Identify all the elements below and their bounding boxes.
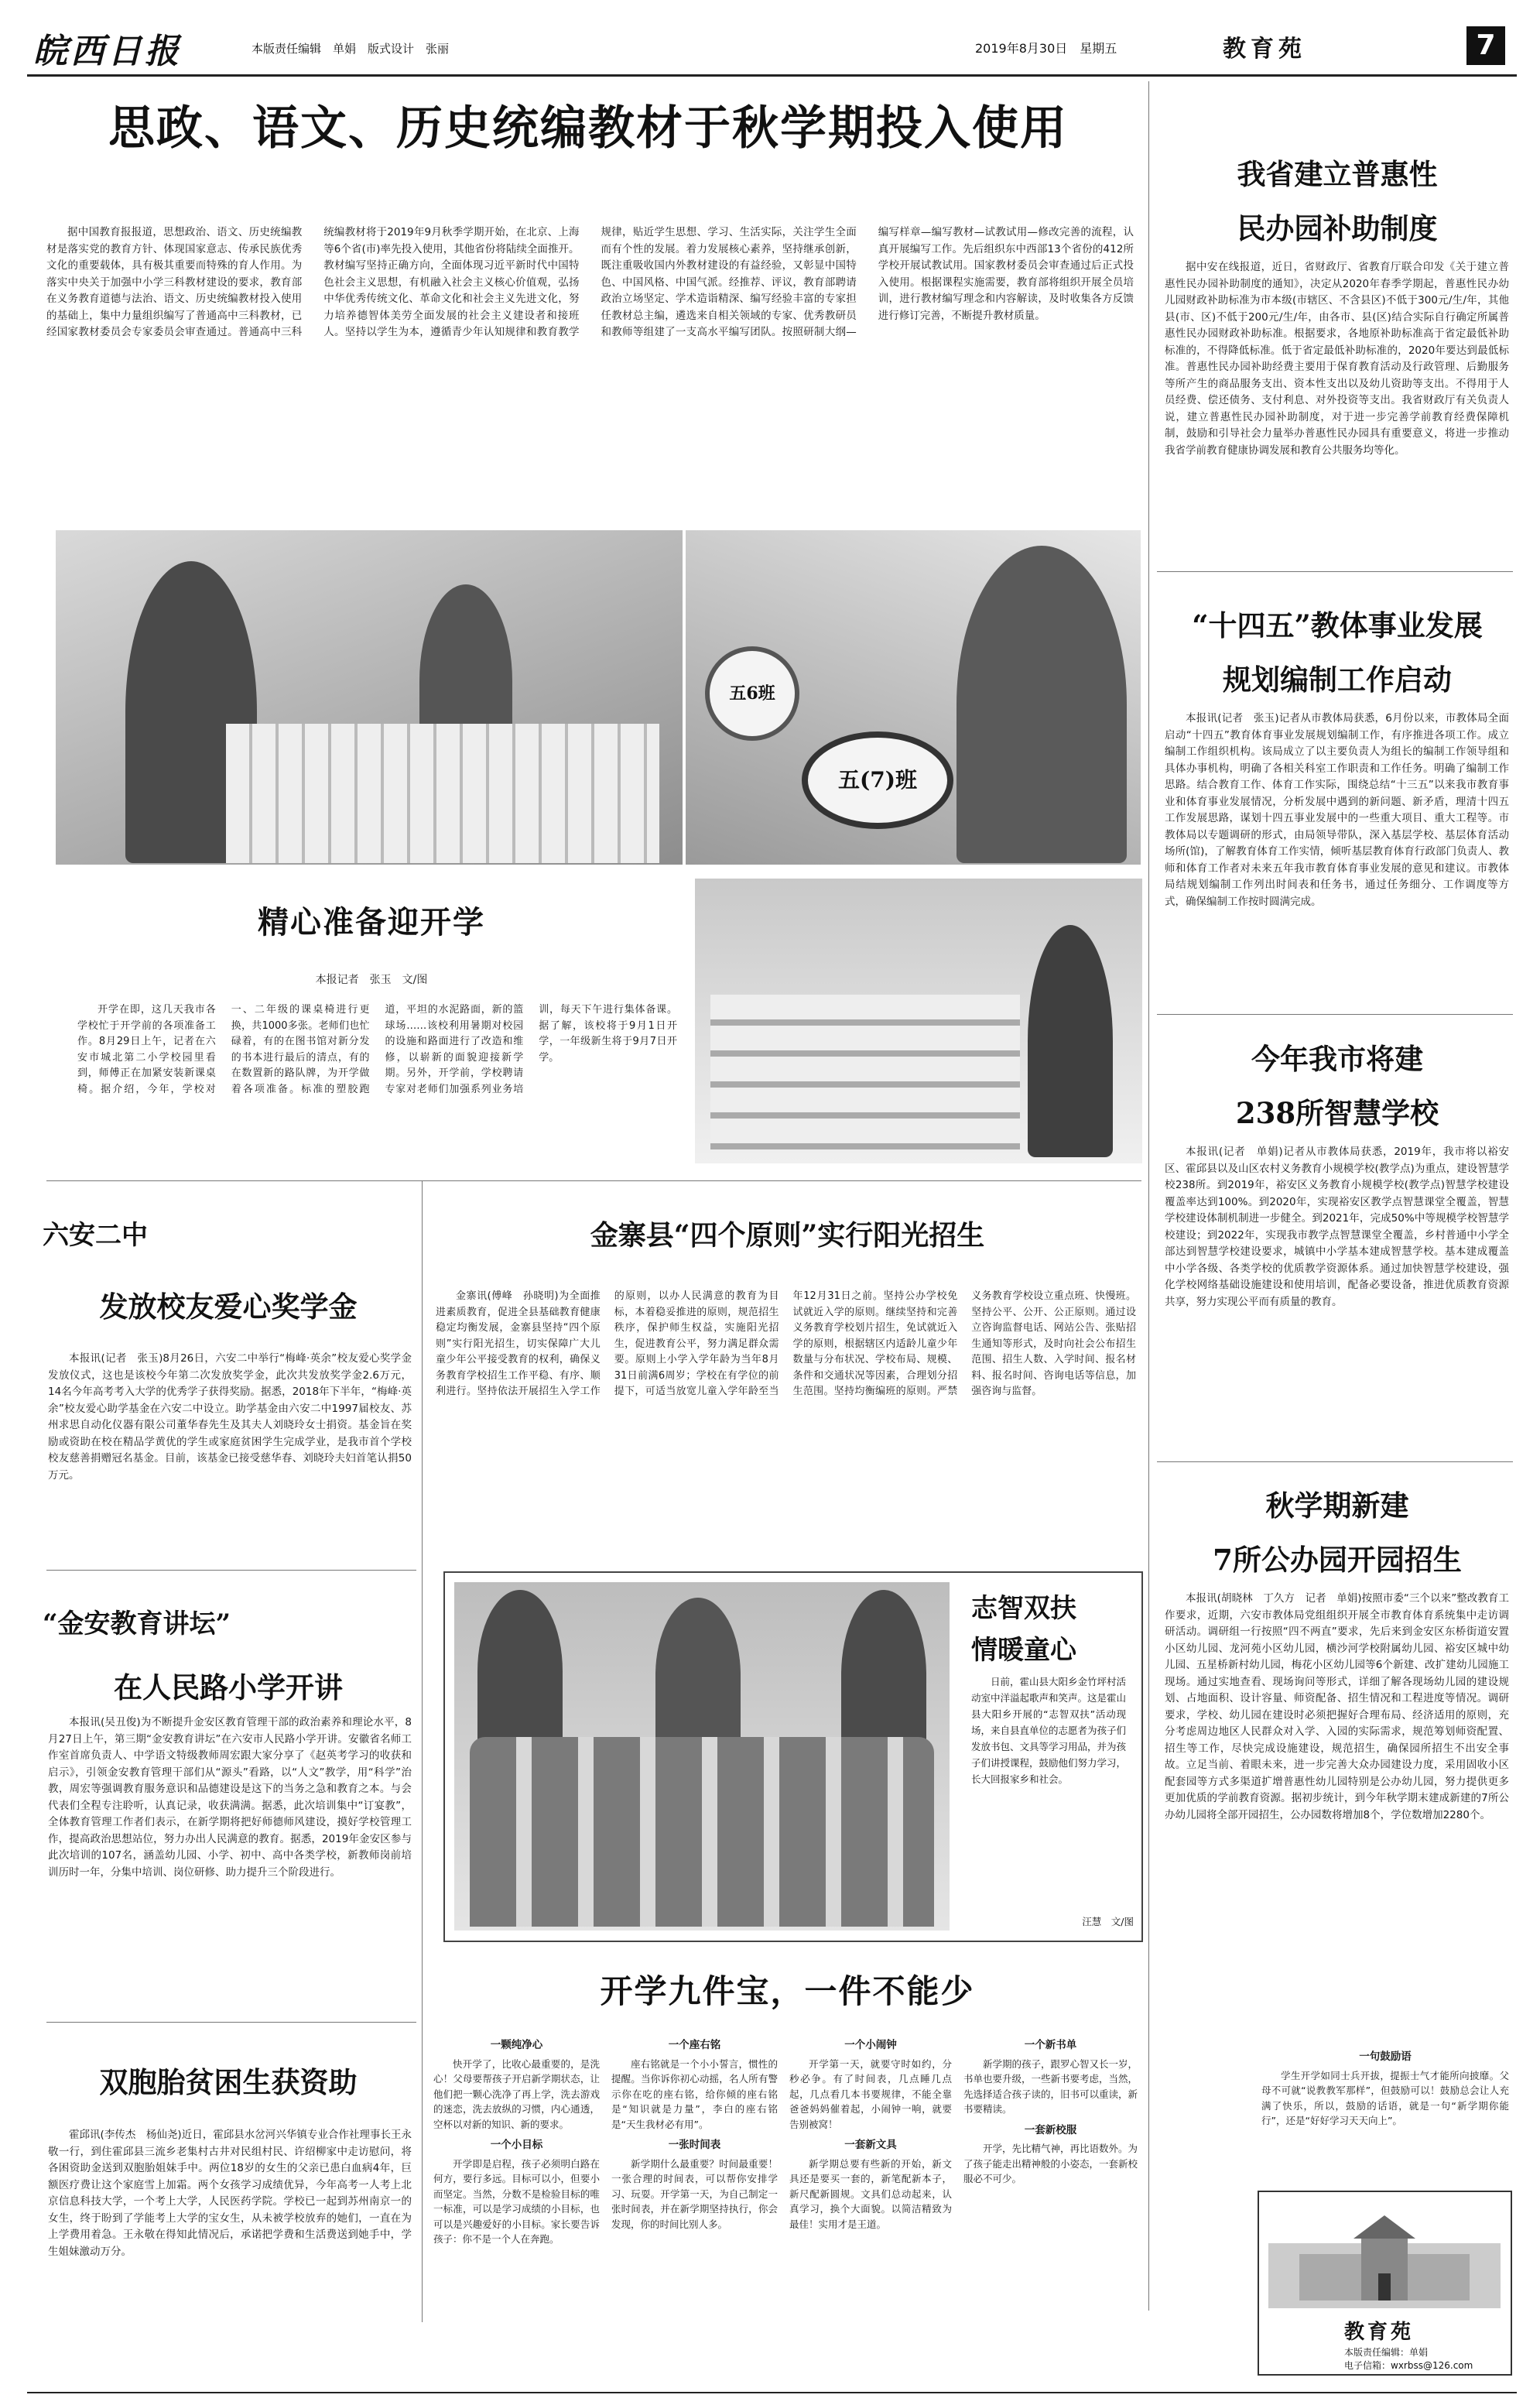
rule-b-c: [46, 2022, 416, 2023]
figure-volunteer-1: [477, 1590, 563, 1752]
book-stacks: [226, 724, 659, 863]
left-a-headline-2: 发放校友爱心奖学金: [99, 1290, 358, 1324]
tip-text-8: 开学，先比精气神，再比语数外。为了孩子能走出精神般的小姿态，一套新校服必不可少。: [963, 2143, 1138, 2184]
tip-title-1: 一颗纯净心: [490, 2039, 543, 2051]
charity-credit: 汪慧 文/图: [1082, 1916, 1134, 1927]
tip-title-4: 一张时间表: [668, 2139, 721, 2151]
left-b-headline-1: “金安教育讲坛”: [43, 1608, 231, 1639]
feature-body: 开学在即，这几天我市各学校忙于开学前的各项准备工作。8月29日上午，记者在六安市城北第二小学校园里看到，师傅正在加紧安装新课桌椅。据介绍，今年，学校对一、二年级的课桌椅进行更换，共1000多张。老师们也忙碌着，有的在图书馆对新分发的书本进行最后的清点，有的在数置新的路队牌，为开学做着各项准备。标准的塑胶跑道，平坦的水泥路面，新的篮球场……该校利用暑期对校园的设施和路面进行了改造和维修，以崭新的面貌迎接新学期。另外，开学前，学校聘请专家对老师们加强系列业务培训，每天下午进行集体备课。据了解，该校将于9月1日开学，一年级新生将于9月7日开学。: [77, 1004, 677, 1095]
children-row: [470, 1737, 934, 1927]
tip-title-3: 一个座右铭: [668, 2039, 721, 2051]
s4-headline-2: 7所公办园开园招生: [1213, 1543, 1462, 1577]
footer-section: 教育苑: [1344, 2321, 1415, 2344]
tip-title-8: 一套新校服: [1024, 2123, 1077, 2136]
s2-body: 本报讯(记者 张玉)记者从市教体局获悉，6月份以来，市教体局全面启动“十四五”教育体育事业发展规划编制工作，有序推进各项工作。成立编制工作组织机构。该局成立了以主要负责人为组长的编制工作领导组和具体办事机构，明确了各相关科室工作职责和工作任务。明确了编制工作思路。结合教育工作、体育工作实际，围绕总结“十三五”以来我市教育事业和体育事业发展情况，分析发展中遇到的新问题、新矛盾，理清十四五工作发展思路，谋划十四五事业发展中的一些重大项目、重大工程等。市教体局以专题调研的形式，由局领导带队，深入基层学校、基层体育活动场所(馆)，了解教育体育工作实情，倾听基层教育体育行政部门负责人、教师和体育工作者对未来五年我市教育体育事业发展的意见和建议。市教体局结规划编制工作列出时间表和任务书，通过任务细分、工作调度等方式，确保编制工作按时圆满完成。: [1165, 712, 1509, 908]
s4-headline-1: 秋学期新建: [1265, 1489, 1409, 1523]
tip-text-4: 新学期什么最重要？时间最重要！一张合理的时间表，可以帮你安排学习、玩耍。开学第一天，为自己制定一张时间表，并在新学期坚持执行，你会发现，你的时间比别人多。: [611, 2157, 778, 2230]
tips-col-4: [963, 2032, 1138, 2388]
sign-5-6: 五6班: [705, 646, 799, 741]
rule-s3-s4: [1157, 1461, 1513, 1462]
issue-date: 2019年8月30日 星期五: [975, 41, 1117, 56]
s3-headline-2: 238所智慧学校: [1235, 1096, 1439, 1130]
tip-text-6: 新学期总要有些新的开始，新文具还是要买一套的，新笔配新本子，新尺配新圆规。文具们总动起来，认真学习，换个大面貌。以简洁精致为最佳！实用才是王道。: [789, 2157, 952, 2230]
footer-box: [1258, 2191, 1512, 2376]
tip-title-7: 一个新书单: [1024, 2039, 1077, 2051]
tip-text-1: 快开学了，比收心最重要的，是洗心！父母要帮孩子开启新学期状态，让他们把一颗心洗净了再上学，洗去游戏的迷恋，洗去放纵的习惯，内心通透，空杯以对新的知识、新的要求。: [433, 2057, 600, 2130]
tips-col-3: [789, 2032, 952, 2388]
tips-col-2: [611, 2032, 778, 2388]
sign-5-7: 五(7)班: [802, 731, 953, 829]
school-building-svg: [1268, 2200, 1501, 2308]
rule-a-b: [46, 1570, 416, 1571]
tip-text-3: 座右铭就是一个小小誓言，惯性的提醒。当你诉你初心动摇，名人所有警示你在吃的座右铭，给你倾的座右铭是“知识就是力量”，李白的座右铭是“天生我材必有用”。: [611, 2057, 778, 2130]
left-c-headline: 双胞胎贫困生获资助: [99, 2065, 358, 2099]
editor-credit: 本版责任编辑 单娟 版式设计 张丽: [252, 42, 450, 56]
rule-s1-s2: [1157, 571, 1513, 572]
photo-desk-install: [695, 879, 1142, 1163]
tip-title-2: 一个小目标: [490, 2139, 543, 2151]
right-column-divider: [1148, 81, 1149, 2311]
footer-editor: 本版责任编辑：单娟: [1344, 2347, 1429, 2358]
tip-text-5: 开学第一天，就要守时如约，分秒必争。有了时间表，几点睡几点起，几点看几本书要规律，不能全靠爸爸妈妈催着起，小闹钟一响，就要告别被窝！: [789, 2057, 952, 2130]
bottom-rule: [27, 2392, 1517, 2393]
tips-col-5: [1261, 2044, 1509, 2167]
s1-body: 据中安在线报道，近日，省财政厅、省教育厅联合印发《关于建立普惠性民办园补助制度的通知》，决定从2020年春季学期起，普惠性民办幼儿园财政补助标准为市本级(市辖区、不含县区)不低于300元/生/年，其他县(市、区)不低于200元/生/年，由各市、县(区)结合实际自行确定所属普惠性民办园财政补助标准。根据要求，各地原补助标准高于省定最低补助标准的，不得降低标准。低于省定最低补助标准的，2020年要达到最低标准。普惠性民办园补助经费主要用于保育教育活动及行政管理、后勤服务等所产生的商品服务支出、资本性支出以及幼儿资助等支出。不得用于人员经费、偿还债务、支付利息、对外投资等支出。我省财政厅有关负责人说，建立普惠性民办园补助制度，对于进一步完善学前教育经费保障机制，鼓励和引导社会力量举办普惠性民办园具有重要意义，将进一步推动我省学前教育健康协调发展和教育公共服务均等化。: [1165, 261, 1509, 457]
left-column-divider: [422, 1180, 423, 2322]
photo-class-signs: [686, 530, 1141, 865]
photo-children: [454, 1582, 950, 1931]
s4-body: 本报讯(胡晓林 丁久方 记者 单娟)按照市委“三个以来”整改教育工作要求，近期，六安市教体局党组组织开展全市教育体育系统集中走访调研活动。调研组一行按照“四不两直”要求，先后来到金安区东桥街道安置小区幼儿园、龙河苑小区幼儿园，横沙河学校附属幼儿园、裕安区城中幼儿园、五星桥新村幼儿园，梅花小区幼儿园等6个新建、改扩建幼儿园施工现场。通过实地查看、现场询问等形式，详细了解各现场幼儿园的建设规划、占地面积、设计容量、师资配备、招生情况和工程进度等情况。调研要求，学校、幼儿园在建设时必须把握好合理布局、经济适用的原则，充分考虑周边地区人民群众对入学、入园的实际需求，规范筹划师资配置、招生等工作，尽快完成设施建设，规范招生，确保园所招生不出安全事故。立足当前、着眼未来，进一步完善大众办园建设力度，采用固收小区配套园等方式多渠道扩增普惠性幼儿园特别是公办幼儿园，努力提供更多更加优质的学前教育资源。据初步统计，到今年秋学期末建成新建的7所公办幼儿园将全部开园招生，公办园数将增加8个，学位数增加2280个。: [1165, 1592, 1509, 1821]
feature-byline: 本报记者 张玉 文/图: [315, 974, 428, 986]
lead-headline: 思政、语文、历史统编教材于秋学期投入使用: [108, 101, 1068, 156]
s3-headline-1: 今年我市将建: [1251, 1042, 1423, 1076]
newspaper-logo: 皖西日报: [33, 32, 182, 71]
footer-email: 电子信箱：wxrbss@126.com: [1344, 2360, 1473, 2371]
left-d-body: 金寨讯(傅峰 孙晓明)为全面推进素质教育，促进全县基础教育健康稳定均衡发展，金寨县坚持“四个原则”实行阳光招生，切实保障广大儿童少年公平接受教育的权利，确保义务教育学校招生工作平稳、有序、顺利进行。坚持依法开展招生入学工作的原则，以办人民满意的教育为目标，本着稳妥推进的原则，规范招生秩序，保护师生权益，实施阳光招生，促进教育公平，努力满足群众需要。原则上小学入学年龄为当年8月31日前满6周岁；学校在有学位的前提下，可适当放宽儿童入学年龄至当年12月31日之前。坚持公办学校免试就近入学的原则。继续坚持和完善义务教育学校划片招生，免试就近入学的原则，根据辖区内适龄儿童少年数量与分布状况、学校布局、规模、条件和交通状况等因素，合理划分招生范围。坚持均衡编班的原则。严禁义务教育学校设立重点班、快慢班。坚持公平、公开、公正原则。通过设立咨询监督电话、网站公告、张贴招生通知等形式，及时向社会公布招生范围、招生人数、入学时间、报名材料、报名时间、咨询电话等信息，加强咨询与监督。: [436, 1290, 1136, 1397]
left-b-body: 本报讯(吴丑俊)为不断提升金安区教育管理干部的政治素养和理论水平，8月27日上午，第三期“金安教育讲坛”在六安市人民路小学开讲。安徽省名师工作室首席负责人、中学语文特级教师周宏跟大家分享了《赵英考学习的收获和启示》，引领金安教育管理干部们从“源头”看路，以“人文”教学，用“科学”治教，周宏等强调教育服务意识和品德建设是这下的当务之急和教育之本。与会代表们全程专注聆听，认真记录，收获满满。据悉，此次培训集中“订宴教”，全体教育管理工作者们表示，在新学期将把好师德师风建设，摸好学校管理工作，提高政治思想站位，努力办出人民满意的教育。据悉，2019年金安区参与此次培训的107名，涵盖幼儿园、小学、初中、高中各类学校，新教师岗前培训历时一年，分集中培训、岗位研修、助力提升三个阶段进行。: [48, 1716, 412, 1879]
masthead: [27, 23, 1517, 71]
lead-body: 据中国教育报报道，思想政治、语文、历史统编教材是落实党的教育方针、体现国家意志、传承民族优秀文化的重要载体，具有极其重要而特殊的育人作用。为落实中央关于加强中小学三科教材建设的要求，教育部在义务教育道德与法治、语文、历史统编教材投入使用的基础上，集中力量组织编写了普通高中三科教材，已经国家教材委员会专家委员会审查通过。普通高中三科统编教材将于2019年9月秋季学期开始，在北京、上海等6个省(市)率先投入使用，其他省份将陆续全面推开。教材编写坚持正确方向，全面体现习近平新时代中国特色社会主义思想，有机融入社会主义核心价值观，弘扬中华优秀传统文化、革命文化和社会主义先进文化，努力培养德智体美劳全面发展的社会主义建设者和接班人。坚持以学生为本，遵循青少年认知规律和教育教学规律，贴近学生思想、学习、生活实际，关注学生全面而有个性的发展。着力发展核心素养，坚持继承创新，既注重吸收国内外教材建设的有益经验，又彰显中国特色、中国风格、中国气派。经推荐、评议，教育部聘请政治立场坚定、学术造诣精深、编写经验丰富的专家担任教材总主编，遴选来自相关领域的专家、优秀教研员和教师等组建了一支高水平编写团队。按照研制大纲—编写样章—编写教材—试教试用—修改完善的流程，认真开展编写工作。先后组织东中西部13个省份的412所学校开展试教试用。国家教材委员会审查通过后正式投入使用。根据课程实施需要，教育部将组织开展全员培训，进行教材编写理念和内容解读，及时收集各方反馈进行修订完善，不断提升教材质量。: [46, 226, 1134, 338]
tip-title-6: 一套新文具: [844, 2139, 897, 2151]
charity-box: [443, 1571, 1143, 1942]
section-name: 教育苑: [1223, 36, 1306, 63]
figure-volunteer-2: [655, 1598, 741, 1752]
s3-body: 本报讯(记者 单娟)记者从市教体局获悉，2019年，我市将以裕安区、霍邱县以及山区农村义务教育小规模学校(教学点)为重点，建设智慧学校238所。到2019年，裕安区义务教育小规模学校(教学点)智慧学校建设覆盖率达到100%。到2020年，实现裕安区教学点智慧课堂全覆盖，智慧学校建设体制机制进一步健全。到2021年，完成50%中等规模学校智慧学校建设；到2022年，实现我市教学点智慧课堂全覆盖，乡村普通中小学全部达到智慧学校建设要求，城镇中小学基本建成智慧学校。基本建成覆盖中小学各级、各类学校的优质教学资源体系。通过加快智慧学校建设，强化学校网络基础设施建设和使用培训，配备必要设备，推进优质教育资源共享，努力实现公平而有质量的教育。: [1165, 1146, 1509, 1308]
tip-text-7: 新学期的孩子，跟罗心智又长一岁，书单也要升级，一些新书要考虑，当然，先选择适合孩子读的，旧书可以重读，新书要精读。: [963, 2057, 1138, 2115]
left-b-headline-2: 在人民路小学开讲: [114, 1670, 343, 1704]
tip-text-9: 学生开学如同士兵开拔，提振士气才能所向披靡。父母不可就“说教教军那样”，但鼓励可以！鼓励总会让人充满了快乐，所以，鼓励的话语，就是一句“新学期你能行”，还是“好好学习天天向上”。: [1261, 2069, 1509, 2126]
masthead-rule: [27, 74, 1517, 77]
left-a-body: 本报讯(记者 张玉)8月26日，六安二中举行“梅峰·英余”校友爱心奖学金发放仪式，这也是该校今年第二次发放奖学金，此次共发放奖学金2.6万元，14名今年高考考入大学的优秀学子获得奖励。据悉，2018年下半年，“梅峰·英余”校友爱心助学基金在六安二中设立。助学基金由六安二中1997届校友、苏州求思自动化仪器有限公司董华春先生及其夫人刘晓玲女士捐资。基金旨在奖励或资助在校在精品学黄优的学生或家庭贫困学生完成学业，是我市首个学校校友慈善捐赠冠名基金。目前，该基金已接受慈华春、刘晓玲夫妇首笔认捐50万元。: [48, 1352, 412, 1482]
figure-worker-2: [1028, 925, 1113, 1157]
tip-text-2: 开学即是启程，孩子必须明白路在何方，要行多远。目标可以小，但要小而坚定。当然，分数不是检验目标的唯一标准，可以是学习成绩的小目标，也可以是兴趣爱好的小目标。家长要告诉孩子：你不是一个人在奔跑。: [433, 2157, 600, 2245]
tips-headline: 开学九件宝，一件不能少: [600, 1972, 975, 2010]
s2-headline-2: 规划编制工作启动: [1223, 663, 1452, 697]
tip-title-9: 一句鼓励语: [1359, 2050, 1412, 2063]
tip-title-5: 一个小闹钟: [844, 2039, 897, 2051]
charity-headline-1: 志智双扶: [971, 1593, 1076, 1624]
s1-headline-2: 民办园补助制度: [1237, 211, 1438, 245]
left-c-body: 霍邱讯(李传杰 杨仙尧)近日，霍邱县水岔河兴华镇专业合作社理事长王永敬一行，到住霍邱县三流乡老集村古井对民组村民、许绍柳家中走访慰问，将各困资助金送到双胞胎姐妹手中。两位18岁的女生的父亲已患白血病4年，巨额医疗费让这个家庭雪上加霜。两个女孩学习成绩优异，今年高考一人考上北京信息科技大学，一个考上大学，人民医药学院。学校已一起到苏州南京一的女生，终于盼到了学能考上大学的宝女生，从未被学校放弃的她们，一直在为上学费用着急。王永敬在得知此情况后，承诺把学费和生活费送到她手中，学生姐妹激动万分。: [48, 2129, 412, 2258]
photo-teacher-books: [56, 530, 683, 865]
figure-volunteer-3: [841, 1590, 926, 1760]
rule-s2-s3: [1157, 1014, 1513, 1015]
tips-col-1: [433, 2032, 600, 2388]
rule-below-feature: [46, 1180, 1141, 1181]
charity-caption: 日前，霍山县大阳乡金竹坪村活动室中洋溢起歌声和笑声。这是霍山县大阳乡开展的“志智双扶”活动现场，来自县直单位的志愿者为孩子们发放书包、文具等学习用品，并为孩子们讲授课程，鼓励他们努力学习，长大回报家乡和社会。: [971, 1676, 1127, 1785]
feature-headline: 精心准备迎开学: [258, 904, 485, 940]
figure-woman: [957, 546, 1127, 863]
charity-headline-2: 情暖童心: [971, 1635, 1076, 1666]
s1-headline-1: 我省建立普惠性: [1237, 157, 1438, 191]
school-building-icon: [1268, 2200, 1501, 2308]
left-a-headline-1: 六安二中: [43, 1220, 148, 1251]
left-d-headline: 金寨县“四个原则”实行阳光招生: [590, 1219, 985, 1252]
desk-rows: [710, 995, 1020, 1149]
s2-headline-1: “十四五”教体事业发展: [1192, 608, 1483, 642]
page-number: 7: [1466, 26, 1505, 65]
